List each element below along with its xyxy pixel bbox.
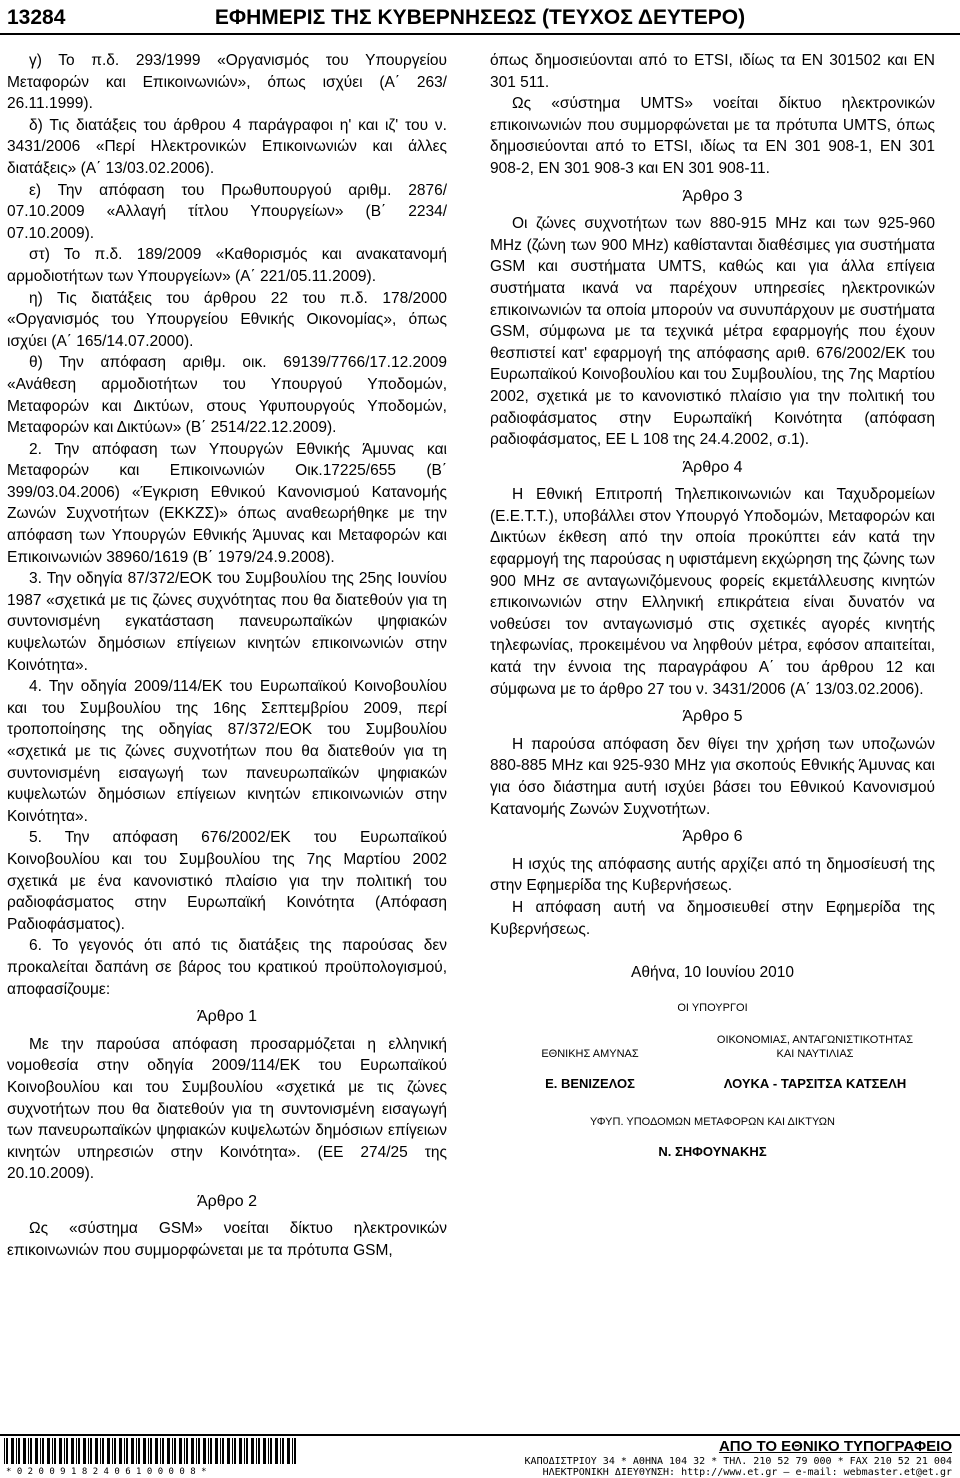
- barcode-bar: [268, 1438, 269, 1464]
- article-6-heading: Άρθρο 6: [682, 828, 743, 846]
- barcode-bar: [222, 1438, 224, 1464]
- barcode-bar: [287, 1438, 290, 1464]
- barcode-bar: [54, 1438, 56, 1464]
- barcode-bar: [124, 1438, 125, 1464]
- right-column: [490, 50, 935, 1163]
- barcode-bar: [148, 1438, 149, 1464]
- paragraph: ε) Την απόφαση του Πρωθυπουργού αριθμ. 2876/ 07.10.2009 «Αλλαγή τίτλου Υπουργείων» (Β΄ 2234/ 07.10.2009).: [7, 181, 447, 242]
- barcode-bar: [143, 1438, 146, 1464]
- barcode-bar: [52, 1438, 53, 1464]
- barcode-bar: [30, 1438, 32, 1464]
- barcode-bar: [64, 1438, 65, 1464]
- barcode-bar: [131, 1438, 134, 1464]
- article-5-heading: Άρθρο 5: [682, 708, 743, 726]
- barcode-bar: [198, 1438, 200, 1464]
- article-4-heading: Άρθρο 4: [682, 458, 743, 476]
- barcode-bar: [244, 1438, 245, 1464]
- barcode-bar: [59, 1438, 62, 1464]
- article-3-heading: Άρθρο 3: [682, 187, 743, 205]
- barcode-bar: [23, 1438, 26, 1464]
- article-5-text: Η παρούσα απόφαση δεν θίγει την χρήση των υποζωνών 880-885 MHz και 925-930 MHz για σκοπούς Εθνικής Άμυνας και για όσο διάστημα αυτή ισχύει βάσει του Εθνικού Κανονισμού Κατανομής Ζωνών Συχνοτήτων.: [490, 735, 935, 818]
- barcode-bar: [66, 1438, 68, 1464]
- barcode-bar: [11, 1438, 14, 1464]
- signature-defence: [490, 1033, 690, 1095]
- barcode-bar: [150, 1438, 152, 1464]
- footer-rule: [0, 1434, 960, 1436]
- footer-title: ΑΠΟ ΤΟ ΕΘΝΙΚΟ ΤΥΠΟΓΡΑΦΕΙΟ: [718, 1438, 952, 1455]
- barcode-bar: [234, 1438, 236, 1464]
- barcode-text: * 0 2 0 0 9 1 8 2 4 0 6 1 0 0 0 0 8 *: [6, 1467, 207, 1476]
- paragraph: θ) Την απόφαση αριθμ. οικ. 69139/7766/17.12.2009 «Ανάθεση αρμοδιοτήτων του Υπουργού Υποδομών, Μεταφορών και Δικτύων, στους Υφυπουργούς Υποδομών, Μεταφορών και Δικτύων» (Β΄ 2514/22.12.2009).: [7, 354, 447, 437]
- barcode-bar: [203, 1438, 206, 1464]
- barcode-bar: [83, 1438, 86, 1464]
- paragraph: 3. Την οδηγία 87/372/ΕΟΚ του Συμβουλίου της 25ης Ιουνίου 1987 «σχετικά με τις ζώνες συχνότητας που θα διατεθούν για τη συντονισμένη εγκατάσταση πανευρωπαϊκών ψηφιακών κυψελωτών δημόσιων επίγειων κινητών επικοινωνιών στην Κοινότητα».: [7, 570, 447, 674]
- article-2-continued: όπως δημοσιεύονται από το ETSI, ιδίως τα ΕΝ 301502 και ΕΝ 301 511.: [490, 52, 935, 91]
- footer-address: ΚΑΠΟΔΙΣΤΡΙΟΥ 34 * ΑΘΗΝΑ 104 32 * ΤΗΛ. 210 52 79 000 * FAX 210 52 21 004: [524, 1456, 952, 1467]
- barcode-bar: [208, 1438, 209, 1464]
- barcode-bar: [280, 1438, 281, 1464]
- signature-infrastructure: [490, 1115, 935, 1163]
- barcode-bar: [210, 1438, 212, 1464]
- article-6-publication: Η απόφαση αυτή να δημοσιευθεί στην Εφημερίδα της Κυβερνήσεως.: [490, 898, 935, 938]
- paragraph: δ) Τις διατάξεις του άρθρου 4 παράγραφοι η' και ιζ' του ν. 3431/2006 «Περί Ηλεκτρονικών Επικοινωνιών και άλλες διατάξεις» (Α΄ 13/03.02.2006).: [7, 116, 447, 177]
- paragraph: στ) Το π.δ. 189/2009 «Καθορισμός και ανακατανομή αρμοδιοτήτων των Υπουργείων» (Α΄ 221/05.11.2009).: [7, 246, 447, 285]
- article-2-umts: Ως «σύστημα UMTS» νοείται δίκτυο ηλεκτρονικών επικοινωνιών που συμμορφώνεται με τα πρότυπα UMTS, όπως δημοσιεύονται από το ETSI, ιδίως τα ΕΝ 301 908-1, ΕΝ 301 908-2, ΕΝ 301 908-3 και ΕΝ 301 908-11.: [490, 95, 935, 177]
- barcode-bar: [160, 1438, 161, 1464]
- barcode-bar: [76, 1438, 77, 1464]
- barcode-bar: [258, 1438, 260, 1464]
- minister-name: Ν. ΣΗΦΟΥΝΑΚΗΣ: [658, 1143, 767, 1159]
- barcode-bar: [191, 1438, 194, 1464]
- barcode-bar: [179, 1438, 182, 1464]
- barcode-bar: [232, 1438, 233, 1464]
- barcode-bar: [28, 1438, 29, 1464]
- minister-role: ΚΑΙ ΝΑΥΤΙΛΙΑΣ: [776, 1048, 854, 1061]
- paragraph: 5. Την απόφαση 676/2002/ΕΚ του Ευρωπαϊκού Κοινοβουλίου και του Συμβουλίου της 7ης Μαρτίου 2002 σχετικά με ένα κανονιστικό πλαίσιο για την πολιτική του ραδιοφάσματος στην Ευρωπαϊκή Κοινότητα (Απόφαση Ραδιοφάσματος).: [7, 829, 447, 933]
- page-header: [0, 0, 960, 36]
- barcode-bar: [220, 1438, 221, 1464]
- barcode-bar: [78, 1438, 80, 1464]
- barcode-bar: [215, 1438, 218, 1464]
- article-4-text: Η Εθνική Επιτροπή Τηλεπικοινωνιών και Ταχυδρομείων (Ε.Ε.Τ.Τ.), υποβάλλει στον Υπουργό Υποδομών, Μεταφορών και Δικτύων έκθεση από την οποία προκύπτει εάν κατά την εφαρμογή της παρούσας η υφιστάμενη εκχώρηση της ζώνης των 900 MHz σε ανταγωνιζόμενους φορείς εκμετάλλευσης κινητών επικοινωνιών στην Ελληνική επικράτεια είναι δυνατόν να νοθεύσει τον ανταγωνισμό στις σχετικές αγορές κινητής τηλεφωνίας, προκειμένου να ληφθούν μέτρα, εφόσον απαιτείται, κατά την έννοια της παραγράφου Α΄ του άρθρου 12 και σύμφωνα με το άρθρο 27 του ν. 3431/2006 (Α΄ 13/03.02.2006).: [490, 486, 935, 698]
- barcode-bar: [292, 1438, 293, 1464]
- barcode-bar: [138, 1438, 140, 1464]
- article-1-text: Με την παρούσα απόφαση προσαρμόζεται η ελληνική νομοθεσία στην οδηγία 2009/114/ΕΚ του Ευρωπαϊκού Κοινοβουλίου και του Συμβουλίου «σχετικά με τις ζώνες συχνοτήτων που θα διατεθούν για τη συντονισμένη εισαγωγή των πανευρωπαϊκών ψηφιακών κυψελωτών δημόσιων επίγειων κινητών υπηρεσιών στην Κοινότητα». (ΕΕ 274/25 της 20.10.2009).: [7, 1035, 447, 1183]
- paragraph: γ) Το π.δ. 293/1999 «Οργανισμός του Υπουργείου Μεταφορών και Επικοινωνιών», όπως ισχύει (Α΄ 263/ 26.11.1999).: [7, 52, 447, 113]
- barcode-bar: [263, 1438, 266, 1464]
- place-date: Αθήνα, 10 Ιουνίου 2010: [631, 964, 794, 982]
- barcode-bar: [294, 1438, 296, 1464]
- barcode-bar: [172, 1438, 173, 1464]
- barcode-bar: [95, 1438, 98, 1464]
- left-column: [7, 50, 447, 1262]
- barcode-bar: [119, 1438, 122, 1464]
- barcode-bar: [4, 1438, 5, 1464]
- barcode-bar: [282, 1438, 284, 1464]
- barcode-bar: [270, 1438, 272, 1464]
- barcode-bar: [6, 1438, 8, 1464]
- barcode-bar: [227, 1438, 230, 1464]
- barcode-bar: [18, 1438, 20, 1464]
- barcode-bar: [275, 1438, 278, 1464]
- barcode: [2, 1438, 302, 1476]
- barcode-bar: [174, 1438, 176, 1464]
- minister-role: ΟΙΚΟΝΟΜΙΑΣ, ΑΝΤΑΓΩΝΙΣΤΙΚΟΤΗΤΑΣ: [716, 1034, 914, 1047]
- barcode-bar: [114, 1438, 116, 1464]
- barcode-bar: [256, 1438, 257, 1464]
- barcode-bar: [71, 1438, 74, 1464]
- barcode-bar: [47, 1438, 50, 1464]
- footer-web: ΗΛΕΚΤΡΟΝΙΚΗ ΔΙΕΥΘΥΝΣΗ: http://www.et.gr — e-mail: webmaster.et@et.gr: [542, 1467, 952, 1478]
- barcode-bar: [107, 1438, 110, 1464]
- article-3-text: Οι ζώνες συχνοτήτων των 880-915 MHz και των 925-960 MHz (ζώνη των 900 MHz) καθίστανται διαθέσιμες για συστήματα GSM και συστήματα UMTS, καθώς και για άλλα επίγεια συστήματα ικανά να παρέχουν υπηρεσίες ηλεκτρονικών επικοινωνιών τα οποία μπορούν να συνυπάρχουν με συστήματα GSM, σύμφωνα με τα τεχνικά μέτρα εφαρμογής που έχουν θεσπιστεί κατ' εφαρμογή της απόφασης αριθ. 676/2002/ΕΚ του Ευρωπαϊκού Κοινοβουλίου και του Συμβουλίου, της 7ης Μαρτίου 2002, σχετικά με το κανονιστικό πλαίσιο για την πολιτική του ραδιοφάσματος στην Ευρωπαϊκή Κοινότητα (απόφαση ραδιοφάσματος, ΕΕ L 108 της 24.4.2002, σ.1).: [490, 215, 935, 449]
- minister-name: Ε. ΒΕΝΙΖΕΛΟΣ: [545, 1076, 635, 1092]
- barcode-bar: [16, 1438, 17, 1464]
- barcode-bar: [155, 1438, 158, 1464]
- signature-economy: [695, 1033, 935, 1095]
- barcode-bar: [167, 1438, 170, 1464]
- signatures: [490, 1033, 935, 1095]
- article-2-text: Ως «σύστημα GSM» νοείται δίκτυο ηλεκτρονικών επικοινωνιών που συμμορφώνεται με τα πρότυπα GSM,: [7, 1220, 447, 1260]
- barcode-bar: [136, 1438, 137, 1464]
- barcode-bar: [35, 1438, 38, 1464]
- minister-role: ΕΘΝΙΚΗΣ ΑΜΥΝΑΣ: [541, 1048, 639, 1061]
- barcode-bar: [102, 1438, 104, 1464]
- barcode-bar: [126, 1438, 128, 1464]
- paragraph: 2. Την απόφαση των Υπουργών Εθνικής Άμυνας και Μεταφορών και Επικοινωνιών Οικ.17225/655 (Β΄ 399/03.04.2006) «Έγκριση Εθνικού Κανονισμού Κατανομής Ζωνών Συχνοτήτων (ΕΚΚΖΣ)» όπως αναθεωρήθηκε με την απόφαση των Υπουργών Εθνικής Άμυνας και Μεταφορών και Επικοινωνιών 38960/1619 (Β΄ 1979/24.9.2008).: [7, 440, 447, 566]
- gazette-title: ΕΦΗΜΕΡΙΣ ΤΗΣ ΚΥΒΕΡΝΗΣΕΩΣ (ΤΕΥΧΟΣ ΔΕΥΤΕΡΟ): [214, 6, 746, 29]
- barcode-bar: [112, 1438, 113, 1464]
- barcode-bar: [162, 1438, 164, 1464]
- barcode-bar: [186, 1438, 188, 1464]
- barcode-bar: [239, 1438, 242, 1464]
- barcode-bar: [88, 1438, 89, 1464]
- paragraph: η) Τις διατάξεις του άρθρου 22 του π.δ. 178/2000 «Οργανισμός του Υπουργείου Εθνικής Οικονομίας», όπως ισχύει (Α΄ 165/14.07.2000).: [7, 289, 447, 350]
- article-1-heading: Άρθρο 1: [196, 1008, 258, 1026]
- paragraph: 4. Την οδηγία 2009/114/ΕΚ του Ευρωπαϊκού Κοινοβουλίου και του Συμβουλίου της 16ης Σεπτεμβρίου 2009, περί τροποποίησης της οδηγίας 87/372/ΕΟΚ του Συμβουλίου «σχετικά με τις ζώνες συχνοτήτων που θα διατεθούν για τη συντονισμένη εισαγωγή των πανευρωπαϊκών ψηφιακών κυψελωτών δημόσιων επίγειων κινητών επικοινωνιών στην Κοινότητα».: [7, 678, 447, 825]
- ministers-label: ΟΙ ΥΠΟΥΡΓΟΙ: [677, 1001, 748, 1014]
- article-2-heading: Άρθρο 2: [196, 1192, 258, 1210]
- header-rule: [0, 33, 960, 35]
- page-number: 13284: [7, 6, 66, 29]
- minister-role: ΥΦΥΠ. ΥΠΟΔΟΜΩΝ ΜΕΤΑΦΟΡΩΝ ΚΑΙ ΔΙΚΤΥΩΝ: [590, 1115, 835, 1128]
- paragraph: 6. Το γεγονός ότι από τις διατάξεις της παρούσας δεν προκαλείται δαπάνη σε βάρος του κρατικού προϋπολογισμού, αποφασίζουμε:: [7, 937, 447, 998]
- article-6-text: Η ισχύς της απόφασης αυτής αρχίζει από τη δημοσίευσή της στην Εφημερίδα της Κυβερνήσεως.: [490, 855, 935, 895]
- barcode-bar: [196, 1438, 197, 1464]
- barcode-bar: [184, 1438, 185, 1464]
- minister-name: ΛΟΥΚΑ - ΤΑΡΣΙΤΣΑ ΚΑΤΣΕΛΗ: [723, 1076, 907, 1092]
- barcode-bar: [251, 1438, 254, 1464]
- barcode-bar: [246, 1438, 248, 1464]
- barcode-bar: [40, 1438, 41, 1464]
- barcode-bar: [42, 1438, 44, 1464]
- barcode-bar: [90, 1438, 92, 1464]
- barcode-bar: [100, 1438, 101, 1464]
